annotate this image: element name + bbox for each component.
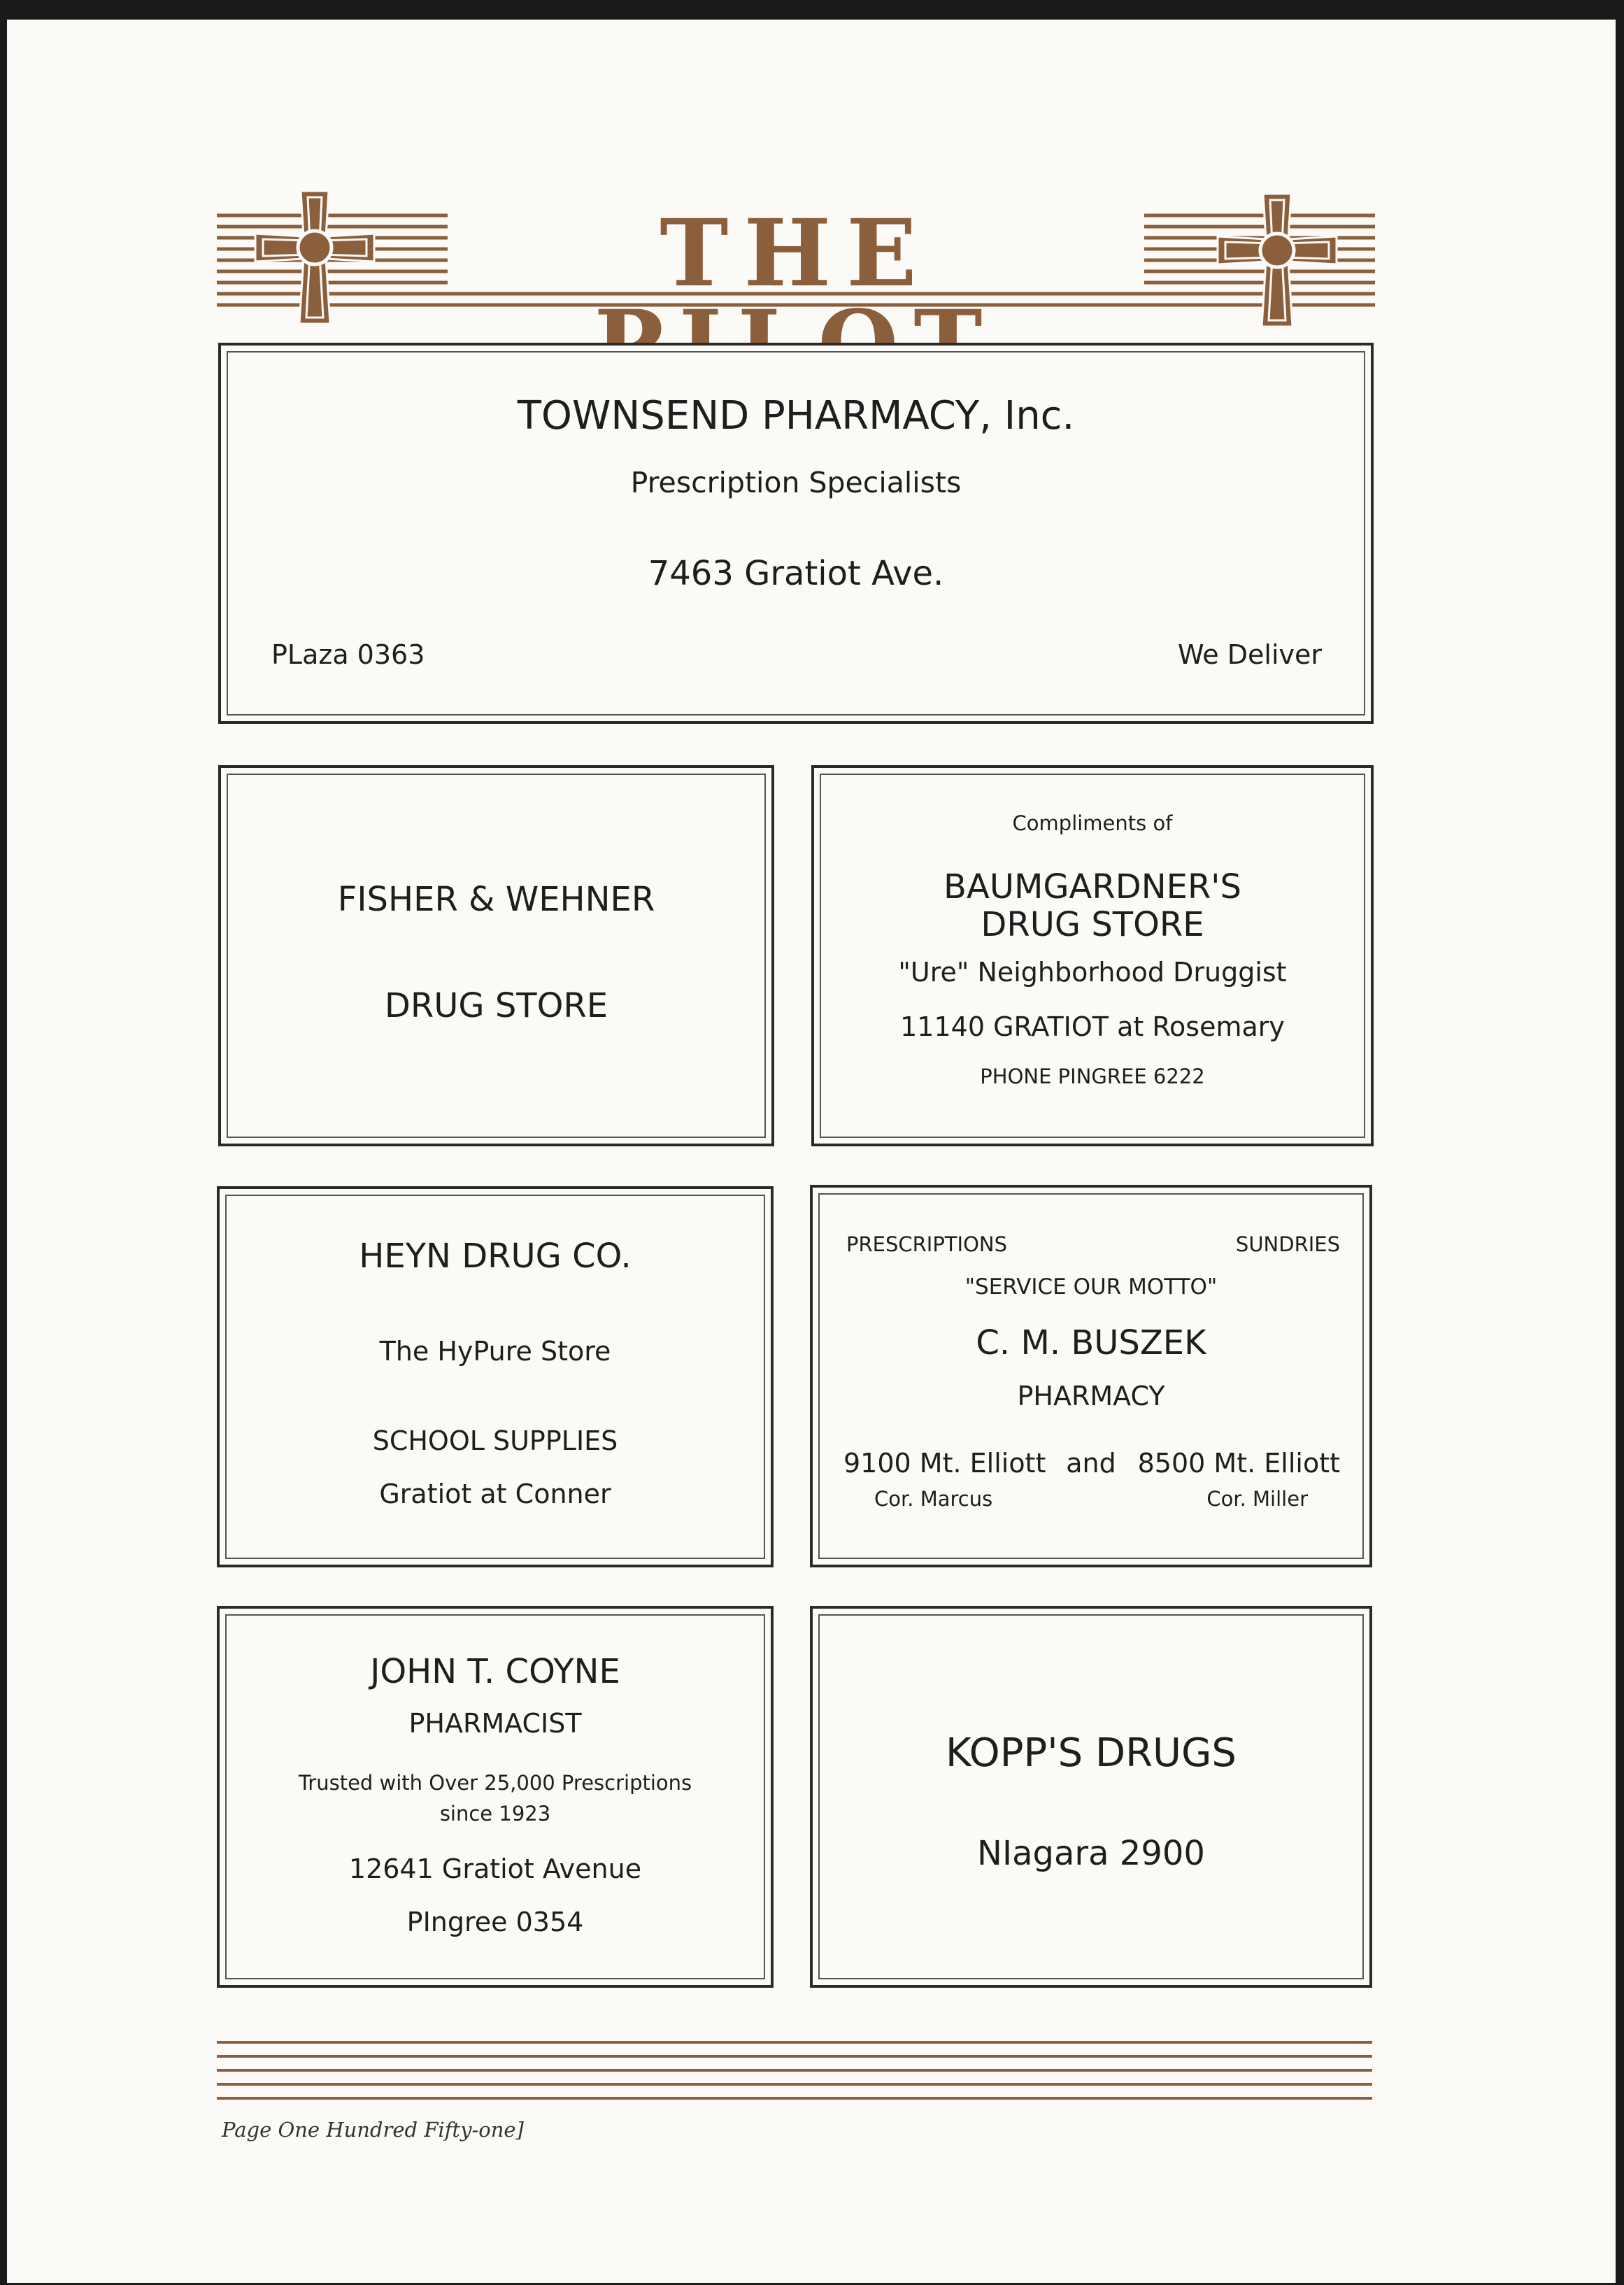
ad-since: since 1923 (439, 1802, 551, 1825)
ad-prescriptions-label: PRESCRIPTIONS (846, 1232, 1008, 1256)
ad-business-name: C. M. BUSZEK (976, 1323, 1206, 1362)
ad-title: PHARMACIST (408, 1708, 582, 1739)
ad-business-name: BAUMGARDNER'S (943, 867, 1241, 906)
ad-john-coyne (217, 1606, 774, 1988)
ad-business-name: KOPP'S DRUGS (946, 1730, 1237, 1776)
ad-subtitle: PHARMACY (1017, 1381, 1165, 1411)
ad-fisher-wehner (218, 765, 774, 1146)
ad-tagline: "Ure" Neighborhood Druggist (898, 957, 1287, 988)
ad-address: 11140 GRATIOT at Rosemary (900, 1011, 1285, 1042)
ad-tagline: The HyPure Store (379, 1336, 611, 1367)
ad-school-supplies: SCHOOL SUPPLIES (372, 1425, 618, 1456)
ad-address: 7463 Gratiot Ave. (648, 554, 944, 593)
ad-phone: PIngree 0354 (406, 1907, 584, 1937)
ad-townsend-pharmacy (218, 343, 1374, 724)
ad-motto: "SERVICE OUR MOTTO" (964, 1274, 1218, 1300)
ad-business-name: HEYN DRUG CO. (359, 1237, 632, 1276)
ad-trust-line: Trusted with Over 25,000 Prescriptions (298, 1771, 692, 1795)
ad-phone: NIagara 2900 (977, 1834, 1205, 1873)
right-cross-icon (1214, 190, 1340, 330)
ad-address-2: 8500 Mt. Elliott (1137, 1448, 1340, 1479)
ad-business-name-line2: DRUG STORE (981, 905, 1204, 944)
ad-tagline: Prescription Specialists (630, 466, 962, 499)
ad-corner-2: Cor. Miller (1206, 1487, 1308, 1511)
ad-business-name: TOWNSEND PHARMACY, Inc. (517, 393, 1075, 439)
masthead (217, 187, 1375, 334)
ad-and: and (1066, 1448, 1116, 1479)
ad-phone: PHONE PINGREE 6222 (980, 1065, 1205, 1088)
ad-address: Gratiot at Conner (379, 1479, 611, 1509)
ad-baumgardners (811, 765, 1374, 1146)
ad-delivery: We Deliver (1177, 639, 1322, 670)
ad-corner-1: Cor. Marcus (874, 1487, 993, 1511)
ad-sundries-label: SUNDRIES (1235, 1232, 1340, 1256)
ad-business-type: DRUG STORE (384, 986, 608, 1025)
ad-intro: Compliments of (1012, 811, 1173, 835)
ad-heyn-drug (217, 1186, 774, 1567)
ad-buszek-pharmacy (810, 1185, 1372, 1567)
left-cross-icon (252, 187, 378, 327)
ad-address-1: 9100 Mt. Elliott (843, 1448, 1046, 1479)
ad-business-name: JOHN T. COYNE (370, 1652, 620, 1691)
page-number: Page One Hundred Fifty-one] (222, 2118, 524, 2142)
masthead-title: THE (660, 199, 932, 308)
ad-address: 12641 Gratiot Avenue (348, 1853, 642, 1884)
ad-phone: PLaza 0363 (271, 639, 425, 670)
ad-business-name: FISHER & WEHNER (337, 880, 655, 919)
footer-rules (217, 2034, 1372, 2104)
page (7, 20, 1616, 2283)
ad-kopps-drugs (810, 1606, 1372, 1988)
